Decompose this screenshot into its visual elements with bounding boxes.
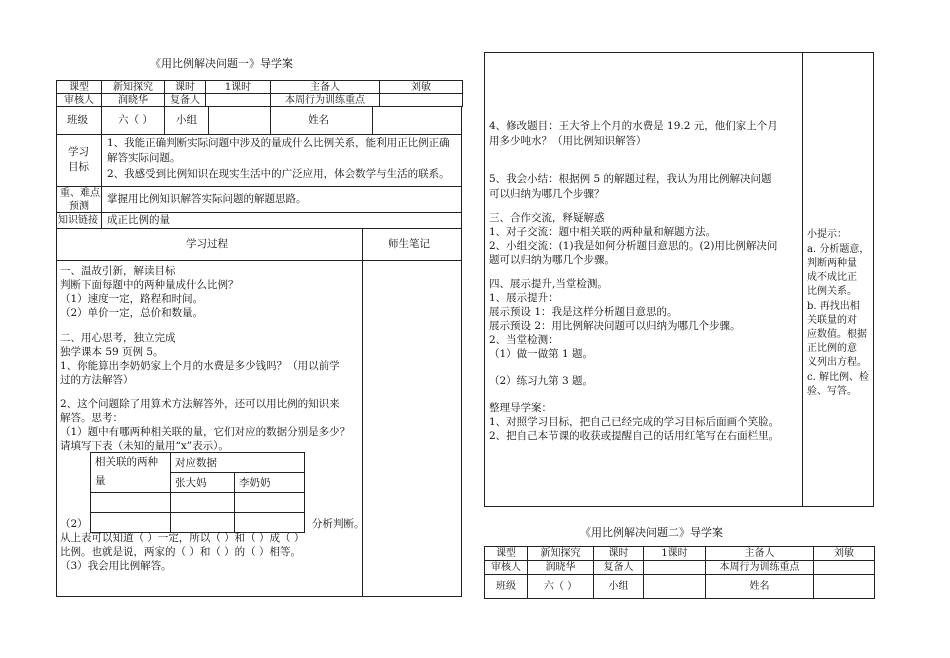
meta-cell: 1课时	[644, 547, 706, 561]
body-line: （2）单价一定，总价和数量。	[60, 307, 204, 319]
hint-line: 验、写答。	[807, 386, 857, 397]
body-line: 可以归纳为哪几个步骤？	[489, 188, 605, 200]
question-2-label: （2）	[60, 518, 88, 530]
meta-cell	[644, 575, 706, 599]
body-line: 一、温故引新，解读目标	[60, 265, 176, 277]
body-line: 从上表可以知道（ ）一定，所以（ ）和（ ）成（ ）	[60, 532, 305, 544]
class-value: 六（ ）	[118, 114, 153, 126]
key-text: 掌握用比例知识解答实际问题的解题思路。	[107, 193, 307, 205]
hint-line: 关联量的对	[807, 315, 857, 326]
meta-table	[56, 80, 463, 107]
meta-cell: 新知探究	[102, 81, 165, 94]
body-line: 5、我会小结：根据例 5 的解题过程，我认为用比例解决问题	[489, 173, 772, 185]
meta-cell: 刘敏	[814, 547, 875, 561]
hint-line: b. 再找出相	[807, 301, 860, 312]
table-cell[interactable]	[171, 513, 235, 533]
body-line: 请填写下表（未知的量用“x”表示）。	[60, 440, 229, 452]
body-line: 展示预设 1：我是这样分析题目意思的。	[489, 306, 678, 318]
body-line: 过的方法解答）	[60, 374, 134, 386]
hint-line: 比例关系。	[807, 286, 857, 297]
body-line: 1、你能算出李奶奶家上个月的水费是多少钱吗？（用以前学	[60, 360, 340, 372]
body-line: 三、合作交流，释疑解惑	[489, 212, 605, 224]
meta-cell: 复备人	[165, 94, 206, 107]
meta-cell: 1课时	[206, 81, 271, 94]
meta-cell: 新知探究	[528, 547, 594, 561]
meta-cell: 课时	[165, 81, 206, 94]
meta-cell: 本周行为训练重点	[706, 561, 814, 575]
class-label: 班级	[67, 114, 88, 126]
table-header-col: 张大妈	[171, 473, 235, 493]
body-line: 四、展示提升,当堂检测。	[489, 278, 608, 290]
link-label: 知识链接	[58, 215, 98, 226]
table-cell[interactable]	[235, 493, 305, 513]
meta-cell: 审核人	[485, 561, 528, 575]
meta-cell: 润晓华	[528, 561, 594, 575]
body-line: 展示预设 2：用比例解决问题可以归纳为哪几个步骤。	[489, 320, 741, 332]
meta-cell: 班级	[485, 575, 528, 599]
group-label: 小组	[176, 114, 197, 126]
body-line: 1、对照学习目标，把自己已经完成的学习目标后面画个笑脸。	[489, 416, 780, 428]
meta-cell	[814, 561, 875, 575]
body-line: 1、对子交流：题中相关联的两种量和解题方法。	[489, 226, 717, 238]
body-line: （3）我会用比例解答。	[60, 560, 172, 572]
meta-cell: 姓名	[706, 575, 814, 599]
body-line: 比例。也就是说，两家的（ ）和（ ）的（ ）相等。	[60, 546, 302, 558]
question-2-suffix: 分析判断。	[312, 518, 365, 530]
meta-cell	[206, 94, 271, 107]
body-line: （1）做一做第 1 题。	[489, 348, 594, 360]
table-cell[interactable]	[91, 513, 171, 533]
hint-line: 成不成比正	[807, 272, 857, 283]
hint-line: 判断两种量	[807, 258, 857, 269]
meta-cell: 润晓华	[102, 94, 165, 107]
hint-line: 应数值。根据	[807, 329, 867, 340]
page-title-2: 《用比例解决问题二》导学案	[580, 526, 723, 539]
name-label: 姓名	[308, 114, 329, 126]
table-header-col: 李奶奶	[235, 473, 305, 493]
meta-cell: 本周行为训练重点	[271, 94, 380, 107]
meta-cell: 主备人	[706, 547, 814, 561]
goal-line: 2、我感受到比例知识在现实生活中的广泛应用，体会数学与生活的联系。	[107, 168, 450, 180]
body-line: 1、展示提升：	[489, 292, 559, 304]
meta-cell: 刘敏	[380, 81, 463, 94]
hint-line: 正比例的意	[807, 343, 857, 354]
body-line: 整理导学案：	[489, 402, 552, 414]
goal-line: 解答实际问题。	[107, 152, 181, 164]
body-line: （1）题中有哪两种相关联的量，它们对应的数据分别是多少？	[60, 426, 351, 438]
meta-cell	[644, 561, 706, 575]
goals-label: 学习	[68, 146, 89, 158]
body-line: 解答。思考：	[60, 412, 123, 424]
body-line: 2、小组交流：(1)我是如何分析题目意思的。(2)用比例解决问	[489, 240, 778, 252]
body-line: 题可以归纳为哪几个步骤。	[489, 254, 615, 266]
body-line: 独学课本 59 页例 5。	[60, 346, 164, 358]
body-line: 2、这个问题除了用算术方法解答外，还可以用比例的知识来	[60, 398, 340, 410]
hint-line: 义列出方程。	[807, 357, 867, 368]
meta-cell: 复备人	[594, 561, 644, 575]
link-text: 成正比例的量	[107, 214, 170, 226]
body-line: （1）速度一定，路程和时间。	[60, 293, 204, 305]
body-line: 判断下面每题中的两种量成什么比例？	[60, 279, 239, 291]
body-line: 二、用心思考，独立完成	[60, 332, 176, 344]
page-title: 《用比例解决问题一》导学案	[150, 57, 293, 70]
meta-cell: 课型	[485, 547, 528, 561]
body-line: 用多少吨水？（用比例知识解答）	[489, 135, 647, 147]
table-cell[interactable]	[235, 513, 305, 533]
meta-cell: 课时	[594, 547, 644, 561]
table-cell[interactable]	[91, 493, 171, 513]
process-header: 学习过程	[186, 238, 228, 250]
notes-header: 师生笔记	[388, 238, 430, 250]
goals-label: 目标	[68, 161, 89, 173]
body-line: 2、把自己本节课的收获或提醒自己的话用红笔写在右面栏里。	[489, 430, 780, 442]
hint-title: 小提示：	[807, 229, 847, 240]
meta-cell: 六（ ）	[528, 575, 594, 599]
meta-cell: 审核人	[57, 94, 102, 107]
table-header-quantities: 相关联的两种 量	[91, 453, 171, 493]
hint-line: c. 解比例、检	[807, 372, 869, 383]
meta-cell: 主备人	[271, 81, 380, 94]
hint-line: a. 分析题意，	[807, 244, 870, 255]
data-table	[90, 452, 305, 533]
key-label: 重、难点	[60, 188, 100, 199]
body-line: 4、修改题目：王大爷上个月的水费是 19.2 元，他们家上个月	[489, 120, 778, 132]
table-cell[interactable]	[171, 493, 235, 513]
body-line: 2、当堂检测：	[489, 334, 559, 346]
key-label: 预测	[69, 201, 89, 212]
meta-cell: 小组	[594, 575, 644, 599]
body-line: （2）练习九第 3 题。	[489, 375, 594, 387]
meta-cell: 课型	[57, 81, 102, 94]
meta-cell	[380, 94, 463, 107]
meta-cell	[814, 575, 875, 599]
meta-table-2	[484, 546, 875, 599]
goal-line: 1、我能正确判断实际问题中涉及的量成什么比例关系，能利用正比例正确	[107, 137, 450, 149]
table-header-data: 对应数据	[171, 453, 305, 473]
